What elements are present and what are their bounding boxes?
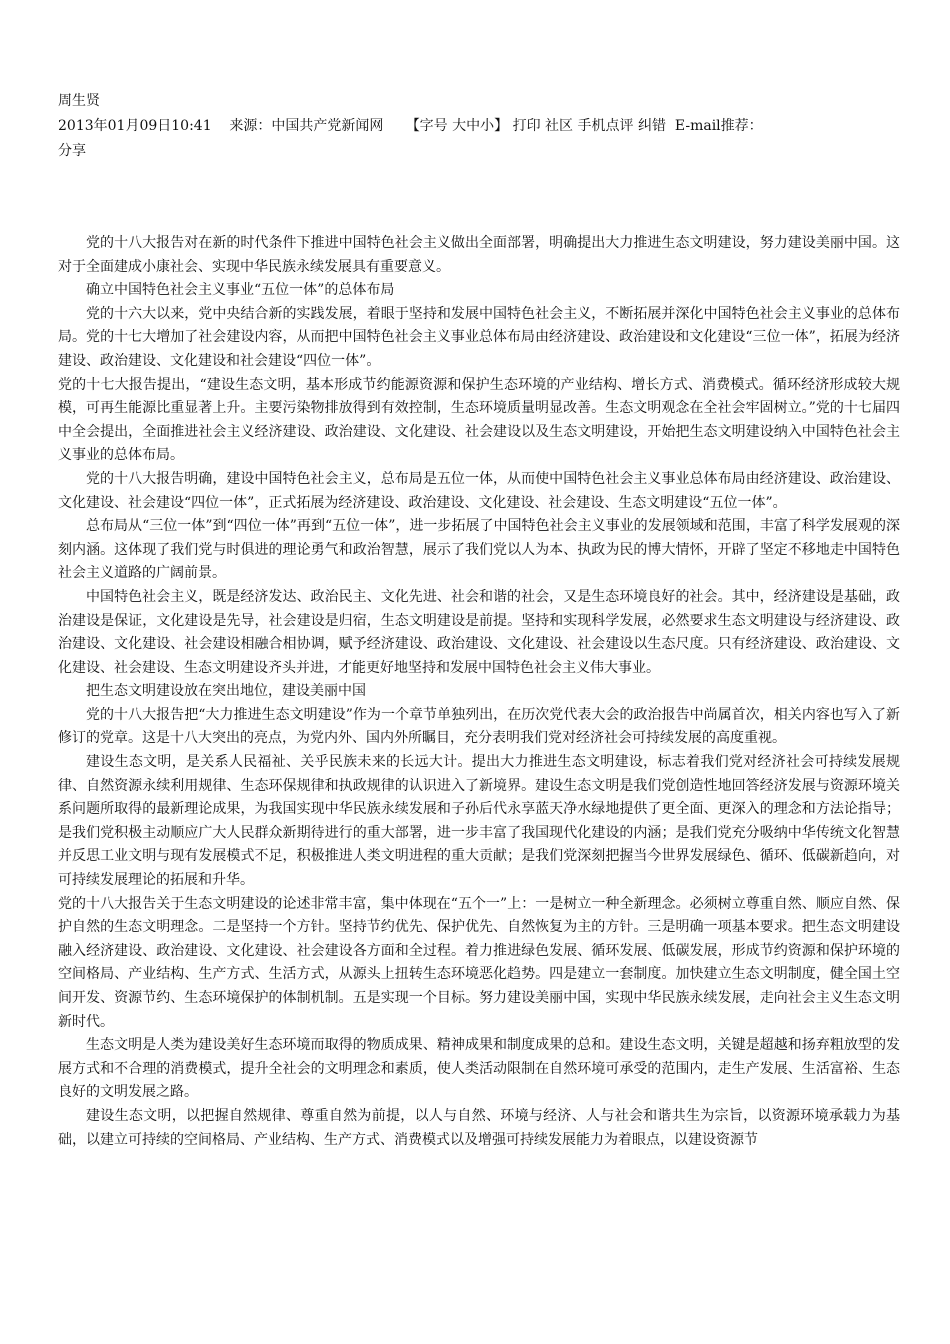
article-paragraph: 中国特色社会主义，既是经济发达、政治民主、文化先进、社会和谐的社会，又是生态环境良好的社会。其中，经济建设是基础，政治建设是保证，文化建设是先导，社会建设是归宿，生态文明建设是前提。坚持和实现科学发展，必然要求生态文明建设与经济建设、政治建设、文化建设、社会建设相融合相协调，赋予经济建设、政治建设、文化建设、社会建设以生态尺度。只有经济建设、政治建设、文化建设、社会建设、生态文明建设齐头并进，才能更好地坚持和发展中国特色社会主义伟大事业。 (58, 588, 900, 676)
article-meta (58, 89, 900, 164)
article-paragraph: 党的十八大报告明确，建设中国特色社会主义，总布局是五位一体，从而使中国特色社会主义事业总体布局由经济建设、政治建设、文化建设、社会建设“四位一体”，正式拓展为经济建设、政治建设、文化建设、社会建设、生态文明建设“五位一体”。 (58, 470, 900, 511)
article-body (58, 232, 900, 1152)
share-link[interactable]: 分享 (58, 143, 86, 159)
correction-link[interactable]: 纠错 (637, 118, 666, 134)
source-label: 来源：中国共产党新闻网 (229, 118, 384, 134)
article-paragraph: 党的十八大报告对在新的时代条件下推进中国特色社会主义做出全面部署，明确提出大力推进生态文明建设，努力建设美丽中国。这对于全面建成小康社会、实现中华民族永续发展具有重要意义。 (58, 235, 900, 275)
article-paragraph: 党的十六大以来，党中央结合新的实践发展，着眼于坚持和发展中国特色社会主义，不断拓展并深化中国特色社会主义事业的总体布局。党的十七大增加了社会建设内容，从而把中国特色社会主义事业总体布局由经济建设、政治建设和文化建设“三位一体”，拓展为经济建设、政治建设、文化建设和社会建设“四位一体”。 (58, 305, 900, 369)
article-paragraph: 党的十八大报告把“大力推进生态文明建设”作为一个章节单独列出，在历次党代表大会的政治报告中尚属首次，相关内容也写入了新修订的党章。这是十八大突出的亮点，为党内外、国内外所瞩目，充分表明我们党对经济社会可持续发展的高度重视。 (58, 706, 900, 747)
community-link[interactable]: 社区 (545, 118, 574, 134)
article-paragraph: 建设生态文明，以把握自然规律、尊重自然为前提，以人与自然、环境与经济、人与社会和谐共生为宗旨，以资源环境承载力为基础，以建立可持续的空间格局、产业结构、生产方式、消费模式以及增强可持续发展能力为着眼点，以建设资源节 (58, 1107, 900, 1148)
article-paragraph: 总布局从“三位一体”到“四位一体”再到“五位一体”，进一步拓展了中国特色社会主义事业的发展领域和范围，丰富了科学发展观的深刻内涵。这体现了我们党与时俱进的理论勇气和政治智慧，展示了我们党以人为本、执政为民的博大情怀，开辟了坚定不移地走中国特色社会主义道路的广阔前景。 (58, 518, 900, 582)
author-name: 周生贤 (58, 93, 100, 109)
article-paragraph: 把生态文明建设放在突出地位，建设美丽中国 (86, 683, 366, 700)
article-paragraph: 党的十七大报告提出，“建设生态文明，基本形成节约能源资源和保护生态环境的产业结构、增长方式、消费模式。循环经济形成较大规模，可再生能源比重显著上升。主要污染物排放得到有效控制，生态环境质量明显改善。生态文明观念在全社会牢固树立。”党的十七届四中全会提出，全面推进社会主义经济建设、政治建设、文化建设、社会建设以及生态文明建设，开始把生态文明建设纳入中国特色社会主义事业的总体布局。 (58, 376, 900, 464)
mobile-comment-link[interactable]: 手机点评 (577, 118, 634, 134)
print-link[interactable]: 打印 (512, 118, 541, 134)
font-size-control[interactable]: 【字号 大中小】 (405, 118, 509, 134)
article-paragraph: 生态文明是人类为建设美好生态环境而取得的物质成果、精神成果和制度成果的总和。建设生态文明，关键是超越和扬弃粗放型的发展方式和不合理的消费模式，提升全社会的文明理念和素质，使人类活动限制在自然环境可承受的范围内，走生产发展、生活富裕、生态良好的文明发展之路。 (58, 1037, 900, 1101)
article-paragraph: 党的十八大报告关于生态文明建设的论述非常丰富，集中体现在“五个一”上：一是树立一种全新理念。必须树立尊重自然、顺应自然、保护自然的生态文明理念。二是坚持一个方针。坚持节约优先、保护优先、自然恢复为主的方针。三是明确一项基本要求。把生态文明建设融入经济建设、政治建设、文化建设、社会建设各方面和全过程。着力推进绿色发展、循环发展、低碳发展，形成节约资源和保护环境的空间格局、产业结构、生产方式、生活方式，从源头上扭转生态环境恶化趋势。四是建立一套制度。加快建立生态文明制度，健全国土空间开发、资源节约、生态环境保护的体制机制。五是实现一个目标。努力建设美丽中国，实现中华民族永续发展，走向社会主义生态文明新时代。 (58, 895, 900, 1030)
publish-datetime: 2013年01月09日10:41 (58, 118, 212, 134)
email-recommend-link[interactable]: E-mail推荐： (674, 118, 763, 134)
article-paragraph: 确立中国特色社会主义事业“五位一体”的总体布局 (86, 282, 395, 299)
article-paragraph: 建设生态文明，是关系人民福祉、关乎民族未来的长远大计。提出大力推进生态文明建设，标志着我们党对经济社会可持续发展规律、自然资源永续利用规律、生态环保规律和执政规律的认识进入了新境界。建设生态文明是我们党创造性地回答经济发展与资源环境关系问题所取得的最新理论成果，为我国实现中华民族永续发展和子孙后代永享蓝天净水绿地提供了更全面、更深入的理念和方法论指导；是我们党积极主动顺应广大人民群众新期待进行的重大部署，进一步丰富了我国现代化建设的内涵；是我们党充分吸纳中华传统文化智慧并反思工业文明与现有发展模式不足，积极推进人类文明进程的重大贡献；是我们党深刻把握当今世界发展绿色、循环、低碳新趋向，对可持续发展理论的拓展和升华。 (58, 754, 900, 889)
meta-info-row (58, 114, 900, 139)
